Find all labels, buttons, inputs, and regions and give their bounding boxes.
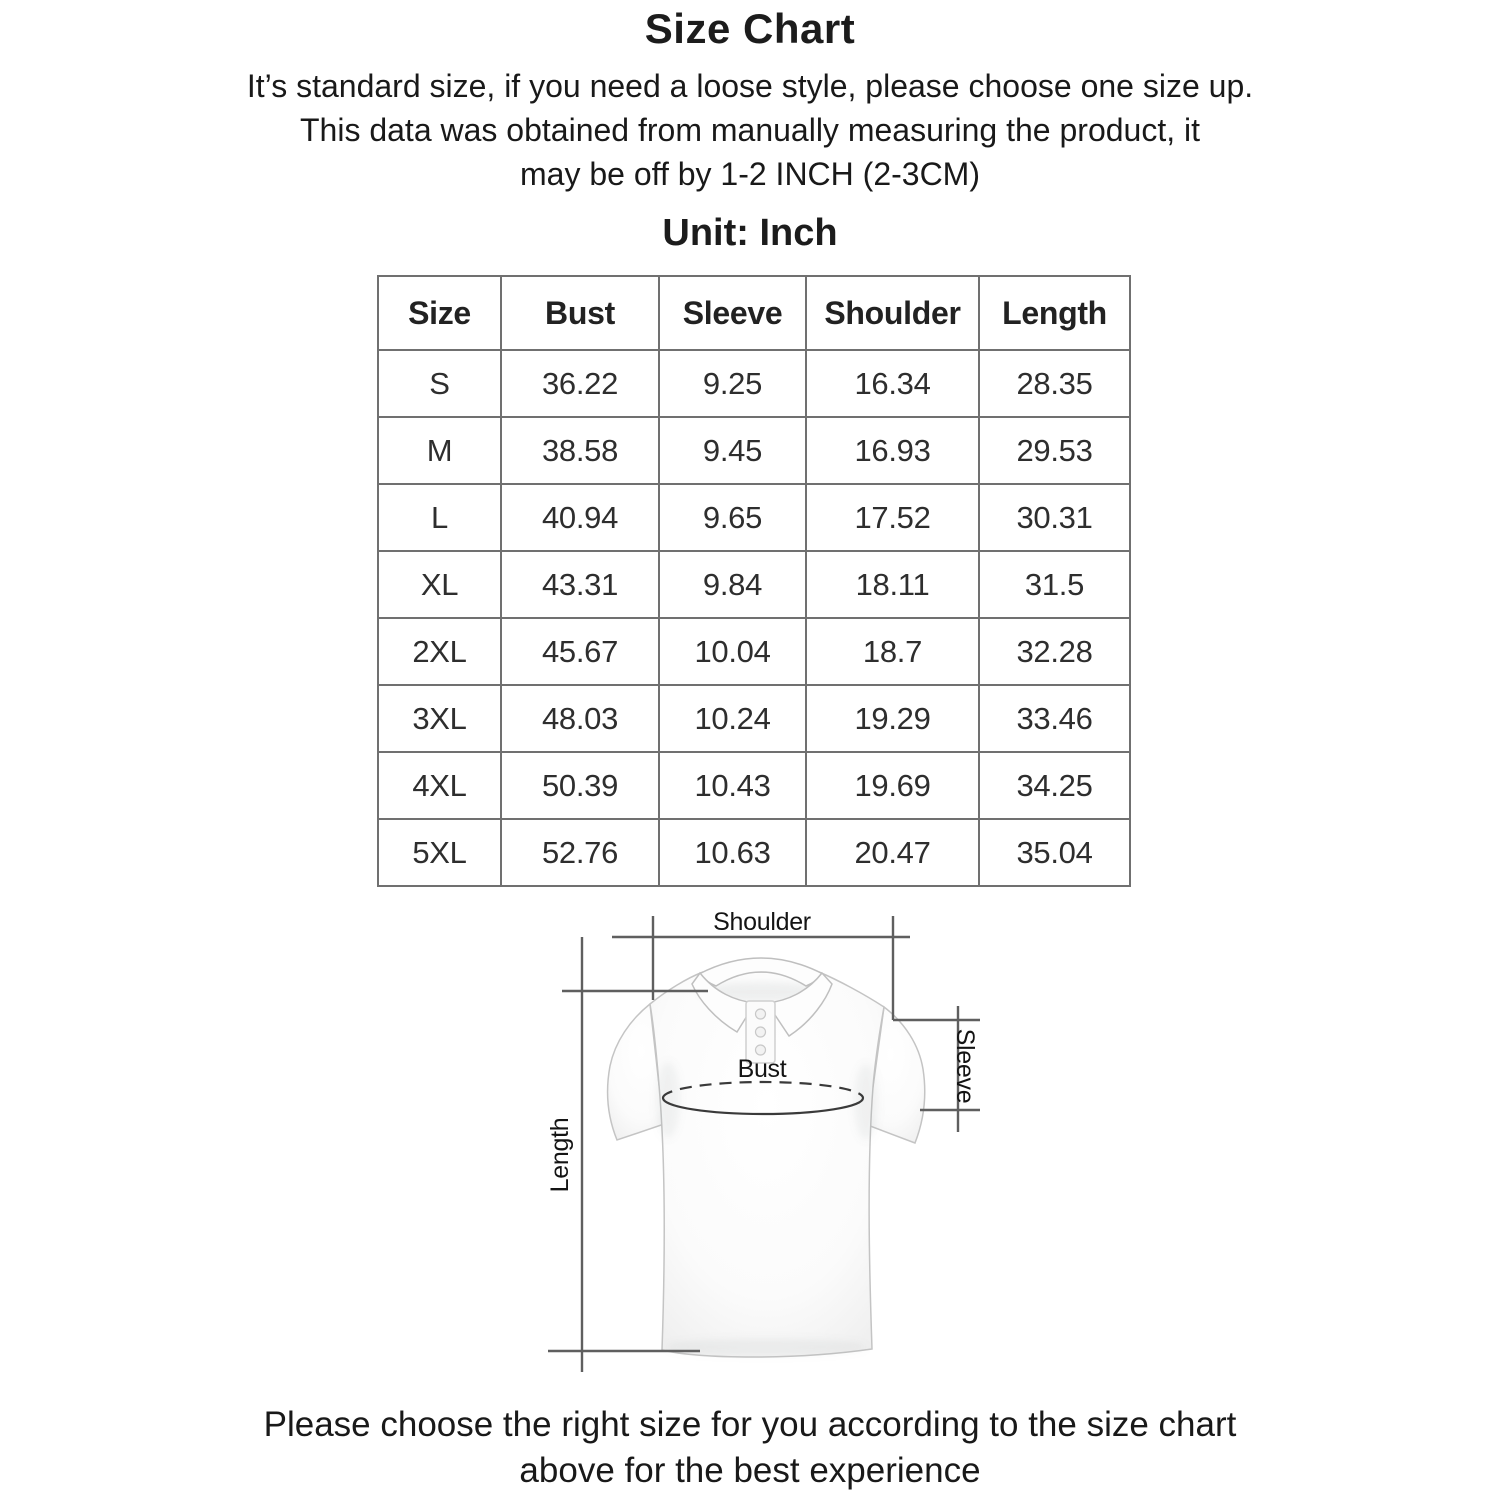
table-row [378, 484, 1130, 551]
table-row [378, 350, 1130, 417]
cell-size: M [378, 417, 501, 484]
shirt-diagram [540, 895, 1010, 1385]
table-header-row [378, 276, 1130, 350]
cell-length: 33.46 [979, 685, 1130, 752]
intro-line: may be off by 1-2 INCH (2-3CM) [520, 156, 980, 192]
cell-size: 4XL [378, 752, 501, 819]
cell-bust: 48.03 [501, 685, 659, 752]
cell-size: XL [378, 551, 501, 618]
cell-bust: 43.31 [501, 551, 659, 618]
cell-shoulder: 18.11 [806, 551, 979, 618]
diagram-label-shoulder: Shoulder [713, 908, 811, 936]
cell-shoulder: 16.93 [806, 417, 979, 484]
table-row [378, 685, 1130, 752]
cell-length: 29.53 [979, 417, 1130, 484]
cell-size: L [378, 484, 501, 551]
table-row [378, 551, 1130, 618]
cell-length: 28.35 [979, 350, 1130, 417]
cell-sleeve: 9.25 [659, 350, 806, 417]
size-table [377, 275, 1131, 887]
cell-length: 34.25 [979, 752, 1130, 819]
footer-line: Please choose the right size for you according to the size chart [263, 1405, 1237, 1444]
column-header-sleeve: Sleeve [659, 276, 806, 350]
column-header-size: Size [378, 276, 501, 350]
table-row [378, 618, 1130, 685]
cell-sleeve: 10.04 [659, 618, 806, 685]
cell-length: 30.31 [979, 484, 1130, 551]
intro-text [0, 64, 1500, 196]
cell-shoulder: 16.34 [806, 350, 979, 417]
column-header-shoulder: Shoulder [806, 276, 979, 350]
cell-size: S [378, 350, 501, 417]
cell-bust: 36.22 [501, 350, 659, 417]
cell-shoulder: 19.29 [806, 685, 979, 752]
cell-shoulder: 17.52 [806, 484, 979, 551]
unit-heading: Unit: Inch [662, 212, 838, 254]
cell-sleeve: 9.45 [659, 417, 806, 484]
cell-sleeve: 10.24 [659, 685, 806, 752]
button-icon [756, 1045, 766, 1055]
cell-shoulder: 20.47 [806, 819, 979, 886]
cell-sleeve: 9.84 [659, 551, 806, 618]
cell-bust: 45.67 [501, 618, 659, 685]
column-header-length: Length [979, 276, 1130, 350]
button-icon [756, 1027, 766, 1037]
intro-line: It’s standard size, if you need a loose style, please choose one size up. [246, 68, 1254, 104]
page-title: Size Chart [644, 5, 856, 52]
table-row [378, 417, 1130, 484]
shirt-placket [746, 1001, 775, 1063]
cell-bust: 52.76 [501, 819, 659, 886]
cell-sleeve: 10.63 [659, 819, 806, 886]
cell-length: 31.5 [979, 551, 1130, 618]
cell-length: 32.28 [979, 618, 1130, 685]
intro-line: This data was obtained from manually measuring the product, it [299, 112, 1200, 148]
footer-text [0, 1402, 1500, 1494]
table-row [378, 819, 1130, 886]
diagram-label-bust: Bust [737, 1055, 787, 1083]
table-row [378, 752, 1130, 819]
cell-sleeve: 9.65 [659, 484, 806, 551]
cell-bust: 40.94 [501, 484, 659, 551]
column-header-bust: Bust [501, 276, 659, 350]
cell-length: 35.04 [979, 819, 1130, 886]
button-icon [756, 1009, 766, 1019]
cell-bust: 38.58 [501, 417, 659, 484]
diagram-label-length: Length [546, 1117, 574, 1193]
cell-size: 3XL [378, 685, 501, 752]
cell-size: 5XL [378, 819, 501, 886]
cell-shoulder: 18.7 [806, 618, 979, 685]
diagram-label-sleeve: Sleeve [951, 1028, 979, 1104]
cell-shoulder: 19.69 [806, 752, 979, 819]
cell-bust: 50.39 [501, 752, 659, 819]
footer-line: above for the best experience [519, 1451, 981, 1490]
cell-size: 2XL [378, 618, 501, 685]
cell-sleeve: 10.43 [659, 752, 806, 819]
